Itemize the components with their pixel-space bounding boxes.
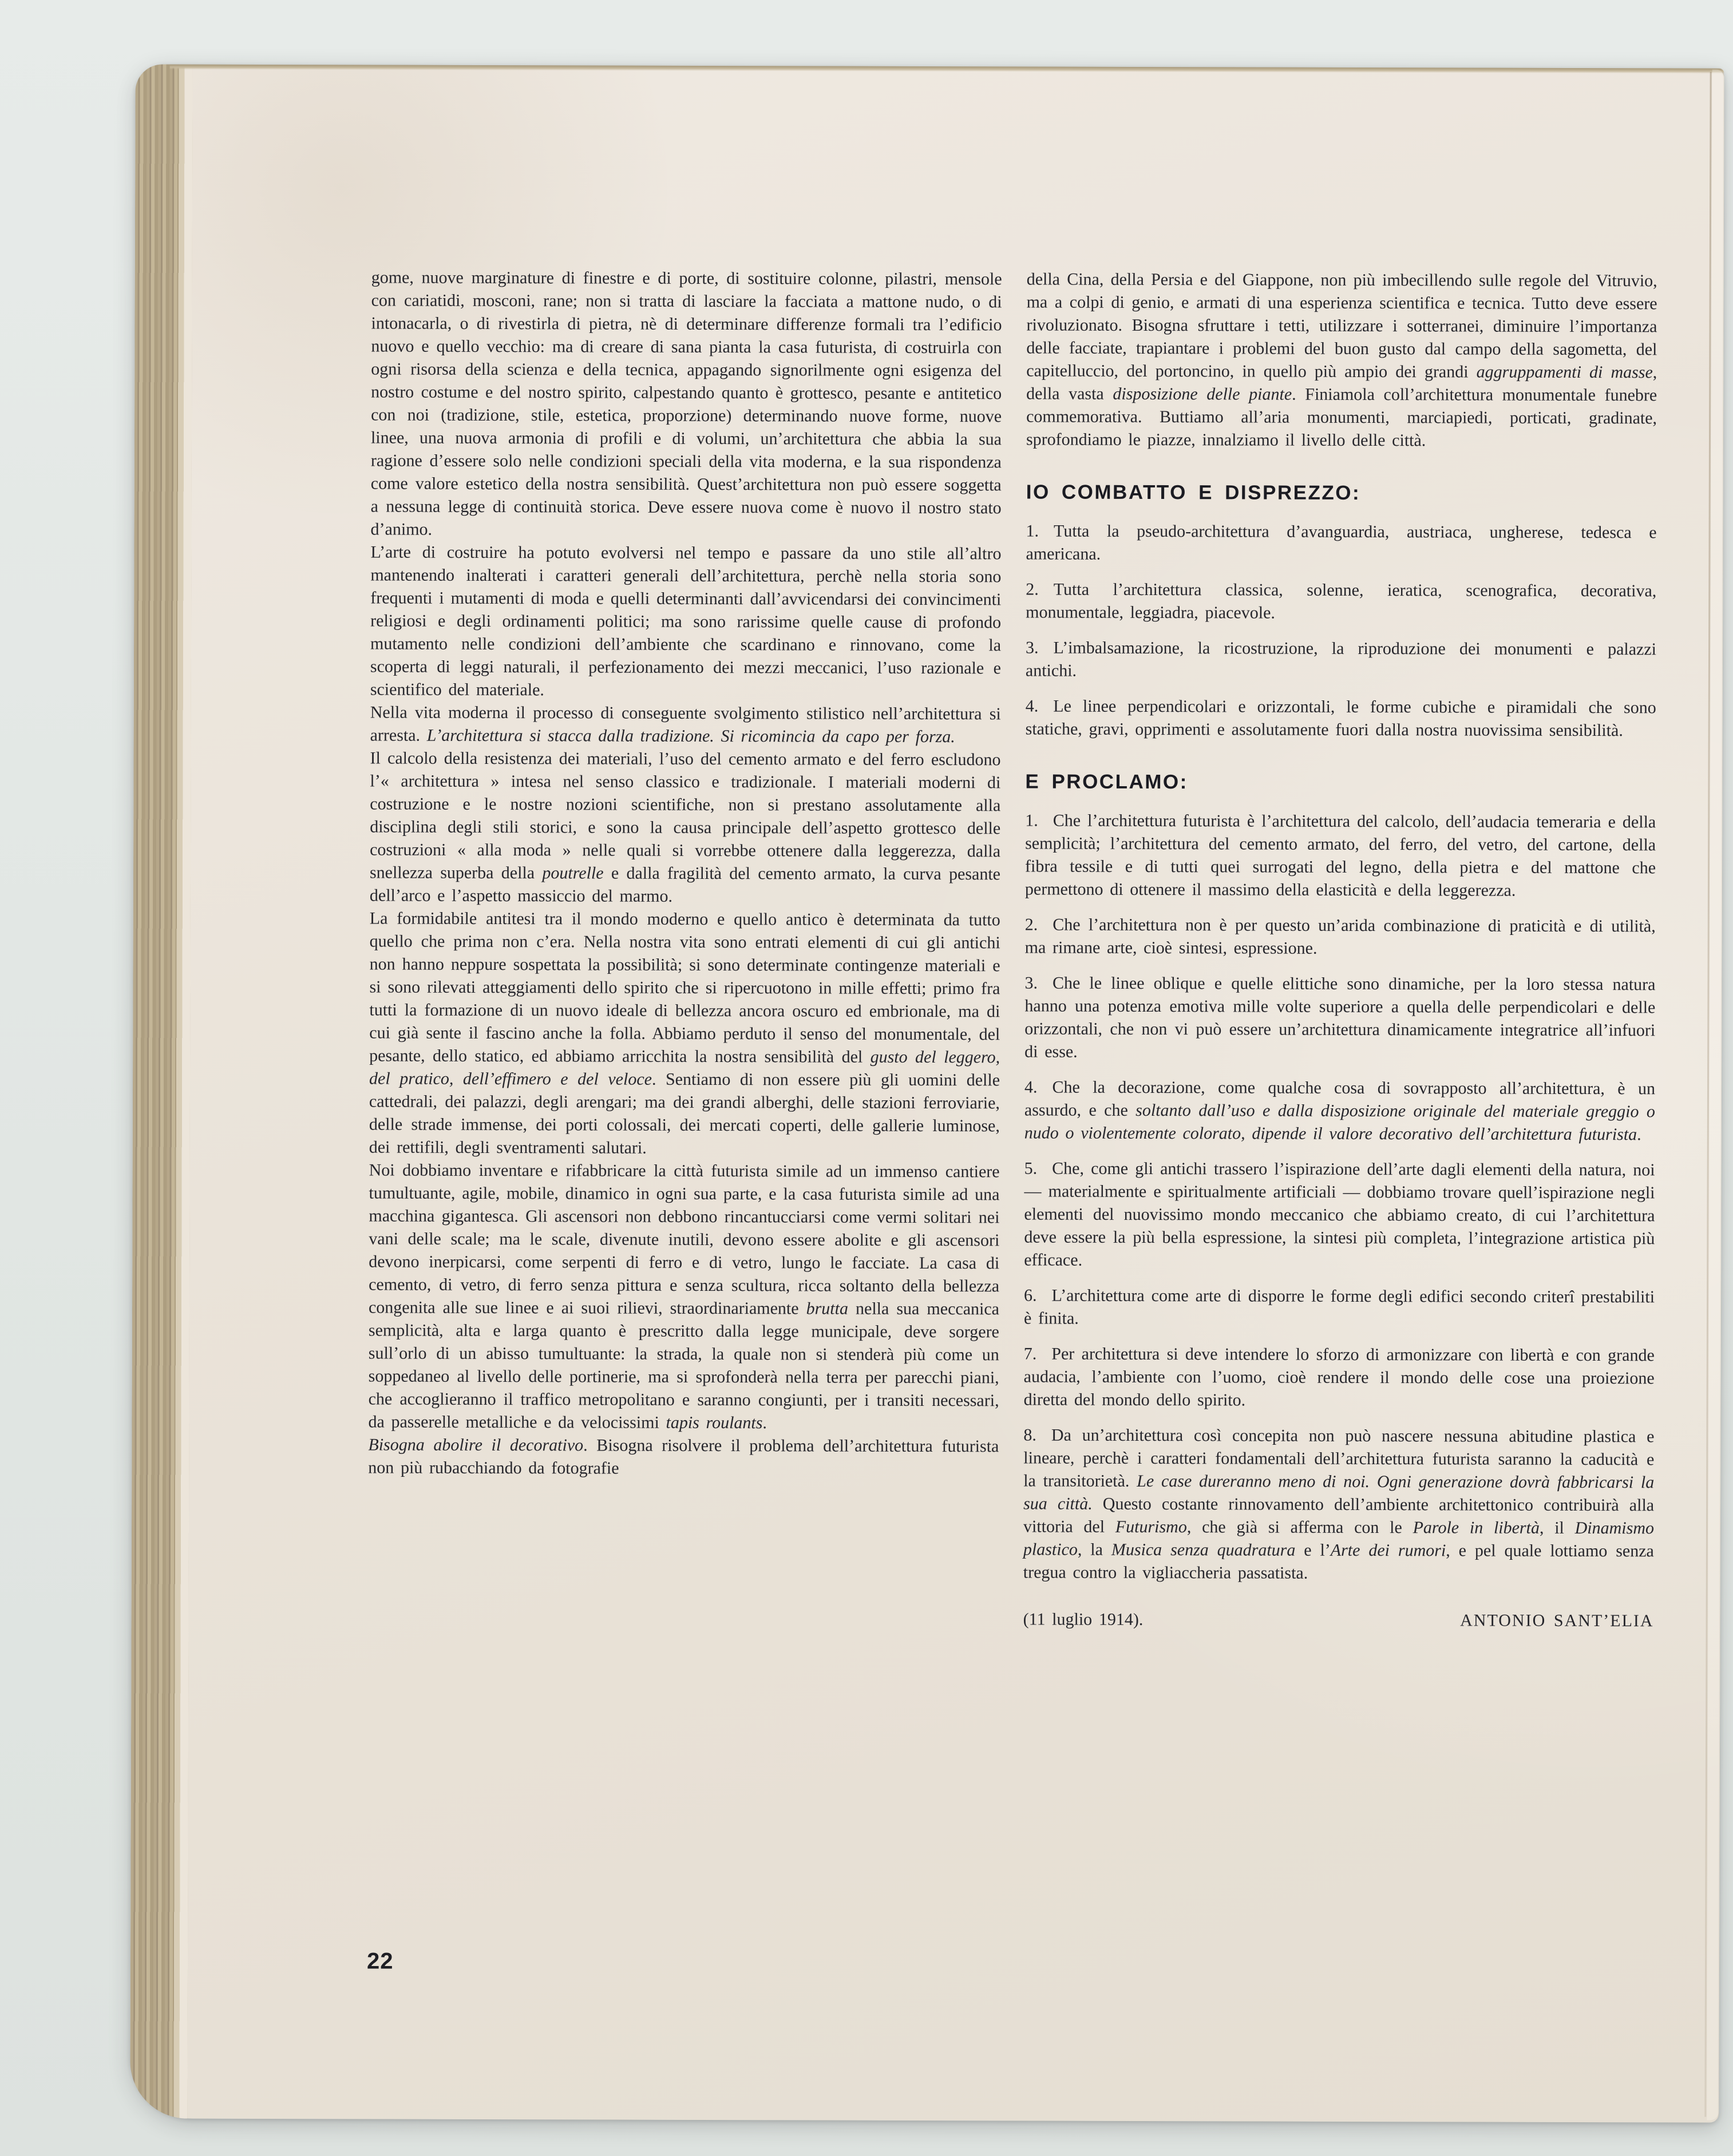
italic-run: aggruppamenti di masse	[1476, 362, 1653, 382]
text-run: Che l’architettura non è per questo un’arida combinazione di praticità e di utilità, ma rimane arte, cioè sintesi, espressione.	[1024, 915, 1656, 958]
list-item	[1023, 1424, 1655, 1586]
text-run: L’imbalsamazione, la ricostruzione, la riproduzione dei monumenti e palazzi antichi.	[1025, 638, 1657, 680]
list-item	[1025, 913, 1656, 961]
text-run: Che l’architettura futurista è l’architettura del calcolo, dell’audacia temeraria e della semplicità; l’architettura del cemento armato, del ferro, del vetro, del cartone, della fibra tessile e di tutti quei surrogati del legno, della pietra e del mattone che permettono di ottenere il massimo della elasticità e della leggerezza.	[1024, 811, 1656, 900]
list-item	[1024, 1284, 1655, 1331]
italic-run: gusto del leggero, del pratico, dell’effimero e del veloce	[369, 1047, 1000, 1089]
paragraph	[370, 701, 1001, 748]
text-run: L’arte di costruire ha potuto evolversi nel tempo e passare da uno stile all’altro mantenendo inalterati i caratteri generali dell’architettura, perchè nella storia sono frequenti i mutamenti di moda e quelli determinanti dall’avvicendarsi dei convincimenti religiosi e degli ordinamenti politici; ma sono rarissime quelle cause di profondo mutamento nelle condizioni dell’ambiente che scardinano e rinnovano, come la scoperta di leggi naturali, il perfezionamento dei mezzi meccanici, l’uso razionale e scientifico del materiale.	[370, 542, 1002, 700]
item-number: 7.	[1023, 1344, 1037, 1364]
list-item	[1024, 1076, 1655, 1146]
section-heading: IO COMBATTO E DISPREZZO:	[1026, 481, 1361, 504]
text-run: , che già si afferma con le	[1186, 1517, 1413, 1537]
left-column	[368, 266, 1002, 1481]
manifesto-author: ANTONIO SANT’ELIA	[1460, 1611, 1654, 1631]
section-heading: E PROCLAMO:	[1025, 770, 1188, 794]
item-number: 5.	[1024, 1159, 1038, 1178]
item-number: 3.	[1025, 638, 1039, 657]
text-run: gome, nuove marginature di finestre e di porte, di sostituire colonne, pilastri, mensole con cariatidi, mosconi, rane; non si tratta di lasciare la facciata a mattone nudo, o di intonacarla, o di rivestirla di pietra, nè di determinare differenze formali tra l’edificio nuovo e quello vecchio: ma di creare di sana pianta la casa futurista, di costruirla con ogni risorsa della scienza e della tecnica, appagando signorilmente ogni esigenza del nostro costume e del nostro spirito, calpestando quanto è grottesco, pesante e antitetico con noi (tradizione, stile, estetica, proporzione) determinando nuove forme, nuove linee, una nuova armonia di profili e di volumi, un’architettura che abbia la sua ragione d’essere solo nelle condizioni speciali della vita moderna, e la sua rispondenza come valore estetico della nostra sensibilità. Quest’architettura non può essere soggetta a nessuna legge di continuità storica. Deve essere nuova come è nuovo il nostro stato d’animo.	[370, 268, 1002, 539]
page-number: 22	[366, 1948, 394, 1974]
item-number: 3.	[1024, 973, 1038, 993]
list-item	[1026, 695, 1656, 742]
text-run: Che le linee oblique e quelle elittiche sono dinamiche, per la loro stessa natura hanno una potenza emotiva mille volte superiore a quella delle perpendicolari e delle orizzontali, che non vi può essere un’architettura dinamicamente integratrice all’infuori di esse.	[1024, 973, 1656, 1061]
paragraph	[368, 1433, 999, 1481]
list-item	[1024, 1157, 1655, 1273]
paragraph	[368, 1159, 999, 1435]
paragraph	[369, 907, 1000, 1160]
italic-run: tapis roulants	[666, 1413, 763, 1433]
text-run: La formidabile antitesi tra il mondo moderno e quello antico è determinata da tutto quello che prima non c’era. Nella nostra vita sono entrati elementi di cui gli antichi non hanno neppure sospettata la possibilità; si sono determinate contingenze materiali e si sono rilevati atteggiamenti dello spirito che si ripercuotono in mille effetti; primo fra tutti la formazione di un nuovo ideale di bellezza ancora oscuro ed embrionale, ma di cui già sente il fascino anche la folla. Abbiamo perduto il senso del monumentale, del pesante, dello statico, ed abbiamo arricchita la nostra sensibilità del	[369, 909, 1000, 1067]
paragraph	[370, 541, 1002, 703]
text-run: Da un’architettura così concepita non può nascere nessuna abitudine plastica e lineare, perchè i caratteri fondamentali dell’architettura futurista saranno la caducità e la transitorietà.	[1023, 1425, 1655, 1491]
page-top-edge	[170, 65, 1724, 74]
text-run: . Sentiamo di non essere più gli uomini delle cattedrali, dei palazzi, degli arengari; ma dei grandi alberghi, delle stazioni ferroviarie, delle strade immense, dei porti colossali, dei mercati coperti, delle gallerie luminose, dei rettifili, degli sventramenti salutari.	[369, 1069, 1000, 1158]
text-run: Le linee perpendicolari e orizzontali, le forme cubiche e piramidali che sono statiche, gravi, opprimenti e assolutamente fuori dalla nostra nuovissima sensibilità.	[1025, 696, 1656, 740]
italic-run: brutta	[806, 1299, 849, 1318]
item-number: 4.	[1024, 1077, 1038, 1097]
text-run: nella sua meccanica semplicità, alta e larga quanto è prescritto dalla legge municipale, deve sorgere sull’orlo di un abisso tumultuante: la strada, la quale non si stenderà più come un soppedaneo al livello delle portinerie, ma si sprofonderà nella terra per parecchi piani, che accoglieranno il traffico metropolitano e saranno congiunti, per i transiti necessari, da passerelle metalliche e da velocissimi	[368, 1299, 1000, 1432]
list-item	[1024, 972, 1655, 1065]
right-column	[1023, 268, 1657, 1632]
paragraph	[370, 747, 1001, 909]
italic-run: Futurismo	[1115, 1517, 1187, 1537]
text-run: Questo costante rinnovamento dell’ambiente architettonico contribuirà alla vittoria del	[1023, 1494, 1655, 1536]
text-run: , della vasta	[1026, 363, 1657, 403]
text-run: .	[762, 1413, 767, 1433]
text-run: .	[1637, 1125, 1641, 1144]
text-run: Noi dobbiamo inventare e rifabbricare la città futurista simile ad un immenso cantiere tumultuante, agile, mobile, dinamico in ogni sua parte, e la casa futurista simile ad una macchina gigantesca. Gli ascensori non debbono rincantucciarsi come vermi solitari nei vani delle scale; ma le scale, divenute inutili, devono essere abolite e gli ascensori devono inerpicarsi, come serpenti di ferro e di vetro, lungo le facciate. La casa di cemento, di vetro, di ferro senza pittura e senza scultura, ricca soltanto della bellezza congenita alle sue linee e ai suoi rilievi, straordinariamente	[368, 1160, 1000, 1318]
list-item	[1026, 578, 1656, 625]
list-item	[1026, 520, 1656, 567]
text-run: L’architettura come arte di disporre le forme degli edifici secondo criterî prestabiliti è finita.	[1023, 1286, 1655, 1328]
italic-run: Bisogna abolire il decorativo	[368, 1435, 584, 1455]
page-stack-edges	[130, 64, 192, 2118]
paragraph	[1026, 268, 1657, 453]
list-item	[1026, 636, 1656, 684]
italic-run: poutrelle	[542, 863, 604, 883]
text-run: , e pel quale lottiamo senza tregua contro la vigliaccheria passatista.	[1023, 1541, 1654, 1583]
text-run: Che, come gli antichi trassero l’ispirazione dell’arte dagli elementi della natura, noi — materialmente e spiritualmente artificiali — dobbiamo trovare quell’ispirazione negli elementi del nuovissimo mondo meccanico che abbiamo creato, di cui l’architettura deve essere la più bella espressione, la sintesi più completa, l’integrazione artistica più efficace.	[1024, 1159, 1655, 1270]
italic-run: Musica senza quadratura	[1111, 1540, 1296, 1560]
text-run: Che la decorazione, come qualche cosa di sovrapposto all’architettura, è un assurdo, e che	[1024, 1077, 1656, 1120]
italic-run: Le case dureranno meno di noi. Ogni generazione dovrà fabbricarsi la sua città.	[1023, 1471, 1655, 1513]
item-number: 8.	[1023, 1425, 1036, 1445]
text-run: Tutta la pseudo-architettura d’avanguardia, austriaca, ungherese, tedesca e americana.	[1026, 521, 1657, 564]
italic-run: L’architettura si stacca dalla tradizione. Si ricomincia da capo per forza.	[426, 726, 955, 747]
text-run: e l’	[1295, 1540, 1331, 1560]
manifesto-footer	[1023, 1608, 1654, 1632]
text-run: . Finiamola coll’architettura monumentale funebre commemorativa. Buttiamo all’aria monumenti, marciapiedi, porticati, gradinate, sprofondiamo le piazze, innalziamo il livello delle città.	[1026, 385, 1657, 450]
text-run: . Bisogna risolvere il problema dell’architettura futurista non più rubacchiando da fotografie	[368, 1436, 999, 1478]
italic-run: Arte dei rumori	[1330, 1540, 1446, 1560]
item-number: 4.	[1025, 696, 1039, 716]
text-run: , il	[1539, 1518, 1575, 1537]
manifesto-date: (11 luglio 1914).	[1023, 1610, 1144, 1629]
text-run: Per architettura si deve intendere lo sforzo di armonizzare con libertà e con grande audacia, l’ambiente con l’uomo, cioè rendere il mondo delle cose una proiezione diretta del mondo dello spirito.	[1023, 1344, 1655, 1410]
italic-run: Parole in libertà	[1412, 1518, 1540, 1537]
italic-run: Dinamismo plastico	[1023, 1518, 1655, 1559]
paragraph	[371, 266, 1002, 542]
item-number: 6.	[1024, 1286, 1037, 1305]
text-run: , la	[1077, 1540, 1111, 1559]
list-item	[1024, 1342, 1655, 1413]
text-run: Tutta l’architettura classica, solenne, ieratica, scenografica, decorativa, monumentale, leggiadra, piacevole.	[1026, 580, 1657, 623]
text-run: e dalla fragilità del cemento armato, la curva pesante dell’arco e l’aspetto massiccio del marmo.	[369, 863, 1001, 906]
item-number: 1.	[1026, 521, 1039, 541]
item-number: 2.	[1026, 580, 1039, 599]
text-run: Il calcolo della resistenza dei materiali, l’uso del cemento armato e del ferro escludono l’« architettura » intesa nel senso classico e tradizionale. I materiali moderni di costruzione e le nostre nozioni scientifiche, non si prestano assolutamente alla disciplina degli stili storici, e sono la causa principale dell’aspetto grottesco delle costruzioni « alla moda » nelle quali si vorrebbe ottenere dalla leggerezza, dalla snellezza superba della	[369, 748, 1001, 883]
list-item	[1025, 809, 1656, 902]
italic-run: disposizione delle piante	[1113, 384, 1292, 404]
italic-run: soltanto dall’uso e dalla disposizione originale del materiale greggio o nudo o violentemente colorato, dipende il valore decorativo dell’architettura futurista	[1024, 1100, 1655, 1144]
item-number: 2.	[1024, 915, 1038, 934]
item-number: 1.	[1025, 811, 1038, 830]
text-run: della Cina, della Persia e del Giappone, non più imbecillendo sulle regole del Vitruvio, ma a colpi di genio, e armati di una esperienza scientifica e tecnica. Tutto deve essere rivoluzionato. Bisogna sfruttare i tetti, utilizzare i sotterranei, diminuire l’importanza delle facciate, trapiantare i problemi del buon gusto dal campo della sagometta, del capitelluccio, del portoncino, in quello più ampio dei grandi	[1026, 270, 1657, 382]
text-run: Nella vita moderna il processo di conseguente svolgimento stilistico nell’architettura si arresta.	[370, 703, 1001, 745]
book-page	[130, 64, 1724, 2122]
